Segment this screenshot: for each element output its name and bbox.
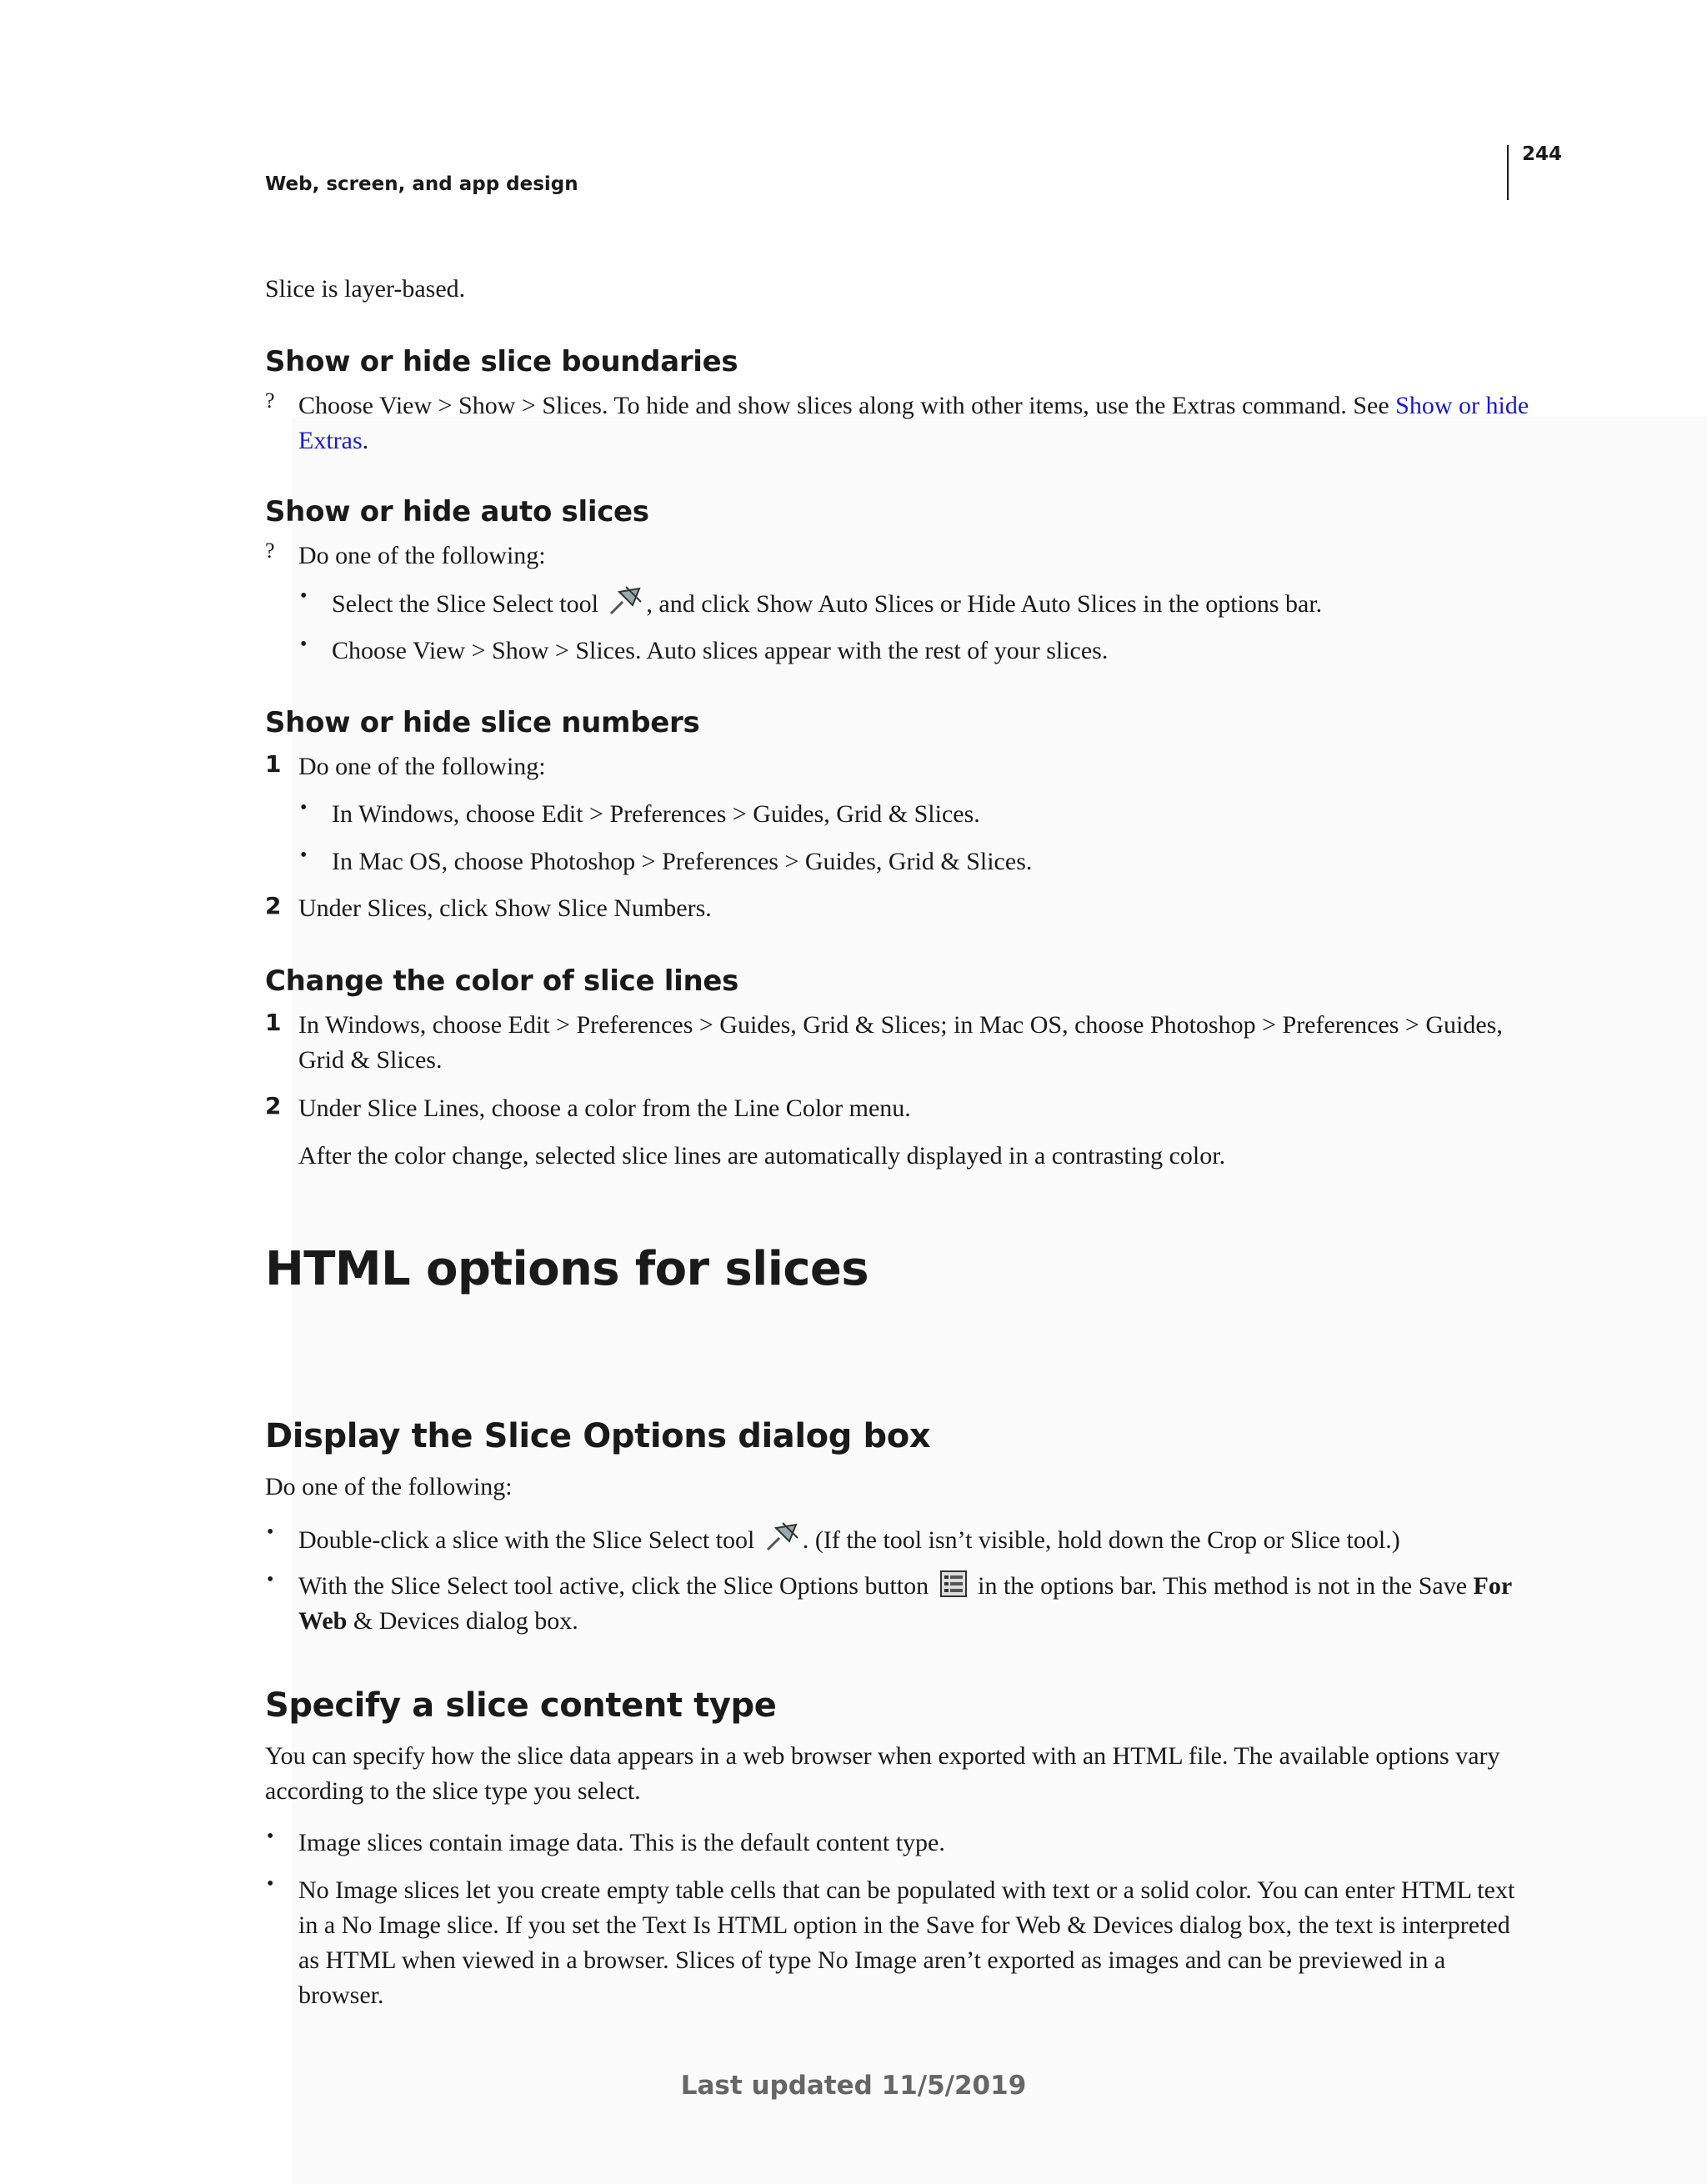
content-lead: You can specify how the slice data appears in a web browser when exported with an HTML file. The available options vary according to the slice type you select. xyxy=(265,1742,1500,1805)
section-title: HTML options for slices xyxy=(265,1242,869,1296)
dialog-bullet-2 xyxy=(298,1569,1540,1639)
bullet: • xyxy=(267,1521,274,1543)
color-step-1: In Windows, choose Edit > Preferences > Guides, Grid & Slices; in Mac OS, choose Photoshop > Preferences > Guides, Grid & Slices. xyxy=(298,1011,1503,1074)
running-header: Web, screen, and app design xyxy=(265,173,578,195)
heading-slice-line-color: Change the color of slice lines xyxy=(265,964,739,998)
bullet: • xyxy=(267,1569,274,1590)
dialog-lead: Do one of the following: xyxy=(265,1473,513,1500)
heading-slice-boundaries: Show or hide slice boundaries xyxy=(265,345,738,378)
content-bullet-2: No Image slices let you create empty table cells that can be populated with text or a solid color. You can enter HTML text in a No Image slice. If you set the Text Is HTML option in the Save for Web & Devices dialog box, the text is interpreted as HTML when viewed in a browser. Slices of type No Image aren’t exported as images and can be previewed in a browser. xyxy=(298,1876,1515,2009)
boundaries-end: . xyxy=(362,427,369,454)
numbers-bullet-2: In Mac OS, choose Photoshop > Preferences > Guides, Grid & Slices. xyxy=(332,848,1033,875)
boundaries-step xyxy=(298,388,1540,458)
step-number: 2 xyxy=(265,1092,282,1120)
dialog-bullet-1 xyxy=(298,1521,1400,1558)
dialog-bullet-1-pre: Double-click a slice with the Slice Select tool xyxy=(298,1526,755,1554)
step-marker: ? xyxy=(265,388,275,413)
slice-select-tool-icon xyxy=(608,585,643,617)
bullet: • xyxy=(300,634,308,655)
numbers-step-2: Under Slices, click Show Slice Numbers. xyxy=(298,894,712,922)
slice-select-tool-icon xyxy=(764,1521,799,1553)
auto-bullet-1 xyxy=(332,585,1322,622)
content-bullet-1: Image slices contain image data. This is the default content type. xyxy=(298,1829,945,1856)
dialog-bullet-2-pre: With the Slice Select tool active, click the Slice Options button xyxy=(298,1572,929,1600)
auto-bullet-2: Choose View > Show > Slices. Auto slices appear with the rest of your slices. xyxy=(332,637,1109,664)
bullet: • xyxy=(300,585,308,607)
heading-auto-slices: Show or hide auto slices xyxy=(265,495,649,528)
bullet: • xyxy=(267,1826,274,1847)
bullet: • xyxy=(300,844,308,866)
numbers-bullet-1: In Windows, choose Edit > Preferences > Guides, Grid & Slices. xyxy=(332,800,980,828)
color-note: After the color change, selected slice lines are automatically displayed in a contrasting color. xyxy=(298,1142,1226,1170)
header-rule xyxy=(1507,145,1509,200)
dialog-bullet-1-post: . (If the tool isn’t visible, hold down the Crop or Slice tool.) xyxy=(802,1526,1400,1554)
auto-bullet-1-pre: Select the Slice Select tool xyxy=(332,590,598,618)
heading-slice-content-type: Specify a slice content type xyxy=(265,1686,777,1725)
dialog-bullet-2-bold: For Web xyxy=(298,1572,1512,1635)
step-number: 2 xyxy=(265,892,282,919)
page-number: 244 xyxy=(1522,143,1563,165)
color-step-2: Under Slice Lines, choose a color from the Line Color menu. xyxy=(298,1095,911,1122)
slice-options-button-icon xyxy=(939,1569,969,1599)
step-number: 1 xyxy=(265,1009,282,1036)
heading-slice-numbers: Show or hide slice numbers xyxy=(265,706,700,739)
step-number: 1 xyxy=(265,750,282,778)
show-hide-extras-link[interactable]: Show or hide Extras xyxy=(298,392,1529,454)
dialog-bullet-2-post: in the options bar. This method is not in the Save xyxy=(971,1572,1474,1600)
dialog-bullet-2-end: & Devices dialog box. xyxy=(347,1607,578,1635)
heading-slice-options-dialog: Display the Slice Options dialog box xyxy=(265,1417,931,1455)
numbers-step-1: Do one of the following: xyxy=(298,753,546,780)
last-updated-footer: Last updated 11/5/2019 xyxy=(680,2071,1027,2101)
boundaries-text: Choose View > Show > Slices. To hide and show slices along with other items, use the Extras command. See xyxy=(298,392,1396,419)
intro-text: Slice is layer-based. xyxy=(265,275,466,303)
auto-bullet-1-post: , and click Show Auto Slices or Hide Auto Slices in the options bar. xyxy=(646,590,1323,618)
bullet: • xyxy=(300,797,308,819)
bullet: • xyxy=(267,1873,274,1895)
auto-lead: Do one of the following: xyxy=(298,542,546,569)
step-marker: ? xyxy=(265,538,275,563)
